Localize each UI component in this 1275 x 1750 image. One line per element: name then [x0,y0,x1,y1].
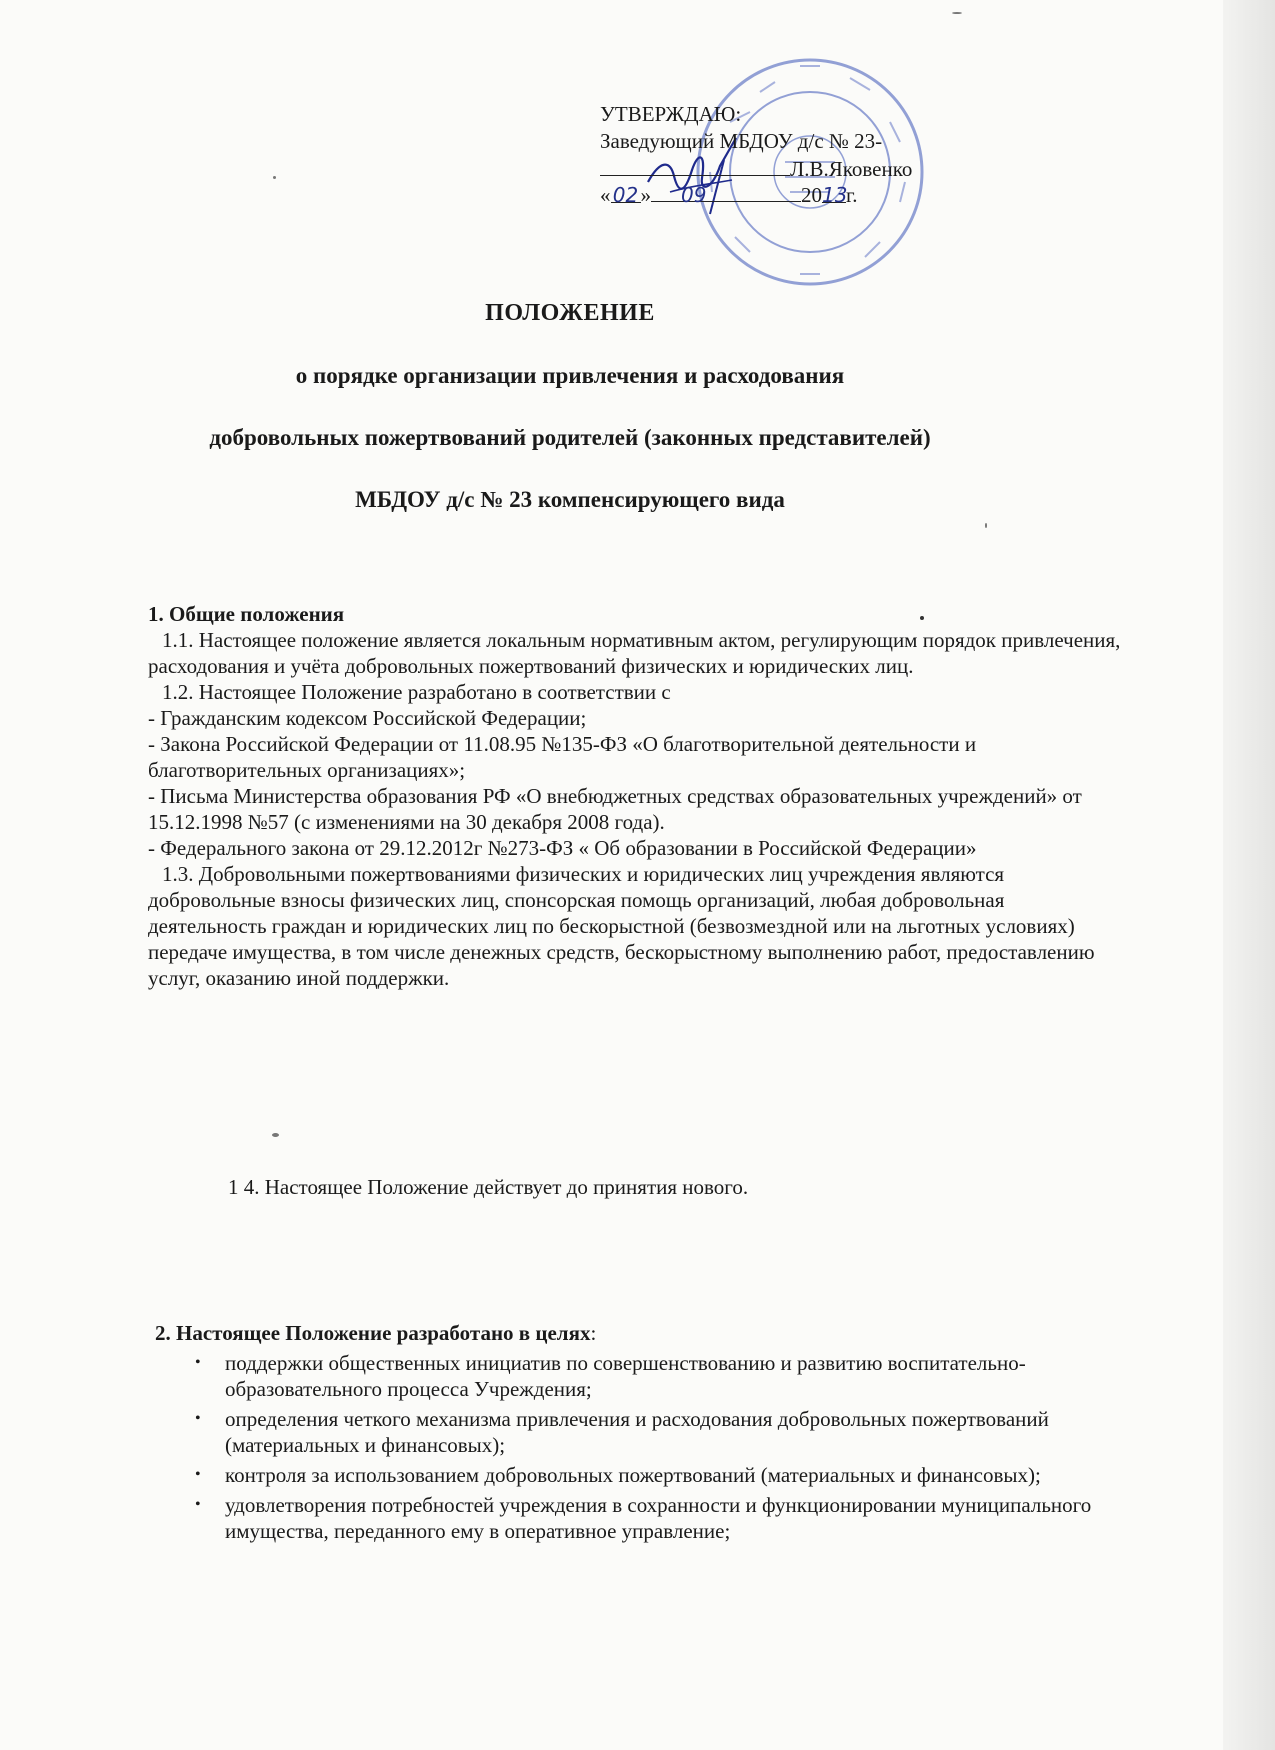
title-line-3: МБДОУ д/с № 23 компенсирующего вида [355,487,785,512]
date-open-quote: « [600,183,611,207]
list-item [155,1406,1115,1458]
date-day: 02 [611,182,641,203]
date-month: 09 [651,182,801,202]
title-line-1: о порядке организации привлечения и расходования [295,363,845,388]
signatory-name: Л.В.Яковенко [790,157,913,181]
clause-1-1: 1.1. Настоящее положение является локальным нормативным актом, регулирующим порядок привлечения, расходования и учёта добровольных пожертвований физических и юридических лиц. [148,628,1121,678]
section-2-goals-list [155,1350,1115,1544]
reference-ministry-letter: - Письма Министерства образования РФ «О внебюджетных средствах образовательных учреждений» от 15.12.1998 №57 (с изменениями на 30 декабря 2008 года). [148,784,1082,834]
section-1-heading: 1. Общие положения [148,602,345,626]
approval-signature-line [600,155,960,182]
approval-heading [600,101,960,128]
list-item [155,1492,1115,1544]
section-1 [148,601,1128,991]
scan-speck [952,12,962,14]
clause-1-2: 1.2. Настоящее Положение разработано в соответствии с [162,680,671,704]
clause-1-3: 1.3. Добровольными пожертвованиями физических и юридических лиц учреждения являются добровольные взносы физических лиц, спонсорская помощь организаций, любая добровольная деятельность граждан и юридических лиц по бескорыстной (безвозмездной или на льготных условиях) передаче имущества, в том числе денежных средств, бескорыстному выполнению работ, предоставлению услуг, оказанию иной поддержки. [148,862,1095,990]
bullet-icon: • [195,1354,201,1371]
scan-speck [272,1133,279,1137]
approval-heading-text: УТВЕРЖДАЮ: [600,102,742,126]
approval-position-text: Заведующий МБДОУ д/с № 23- [600,129,883,153]
date-close-quote: » [640,183,651,207]
approval-date-line [600,182,960,209]
approval-block [600,101,960,209]
section-2-heading: 2. Настоящее Положение разработано в целях [155,1321,591,1345]
list-item [155,1350,1115,1402]
reference-education-law: - Федерального закона от 29.12.2012г №273-ФЗ « Об образовании в Российской Федерации» [148,836,977,860]
section-2-heading-line [155,1320,1115,1346]
list-item [155,1462,1115,1488]
list-item-text: удовлетворения потребностей учреждения в сохранности и функционировании муниципального имущества, переданного ему в оперативное управление; [225,1493,1092,1543]
bullet-icon: • [195,1466,201,1483]
reference-civil-code: - Гражданским кодексом Российской Федерации; [148,706,587,730]
section-2-heading-colon: : [590,1321,597,1345]
bullet-icon: • [195,1410,201,1427]
approval-position [600,128,960,155]
list-item-text: контроля за использованием добровольных пожертвований (материальных и финансовых); [225,1463,1041,1487]
list-item-text: поддержки общественных инициатив по совершенствованию и развитию воспитательно-образовательного процесса Учреждения; [225,1351,1026,1401]
list-item-text: определения четкого механизма привлечения и расходования добровольных пожертвований (материальных и финансовых); [225,1407,1049,1457]
title-line-2: добровольных пожертвований родителей (законных представителей) [209,425,931,450]
scan-speck [273,176,276,179]
signature-underline [600,155,790,176]
reference-charity-law: - Закона Российской Федерации от 11.08.95 №135-ФЗ «О благотворительной деятельности и благотворительных организациях»; [148,732,977,782]
date-year-suffix: 13 [822,183,848,207]
bullet-icon: • [195,1496,201,1513]
date-year-unit: г. [846,183,858,207]
section-2 [155,1320,1115,1544]
document-title-block [130,300,1010,549]
date-year-prefix: 20 [801,183,822,207]
scan-edge-shadow [1223,0,1275,1750]
clause-1-4: 1 4. Настоящее Положение действует до принятия нового. [228,1175,749,1199]
document-title: ПОЛОЖЕНИЕ [485,300,655,326]
